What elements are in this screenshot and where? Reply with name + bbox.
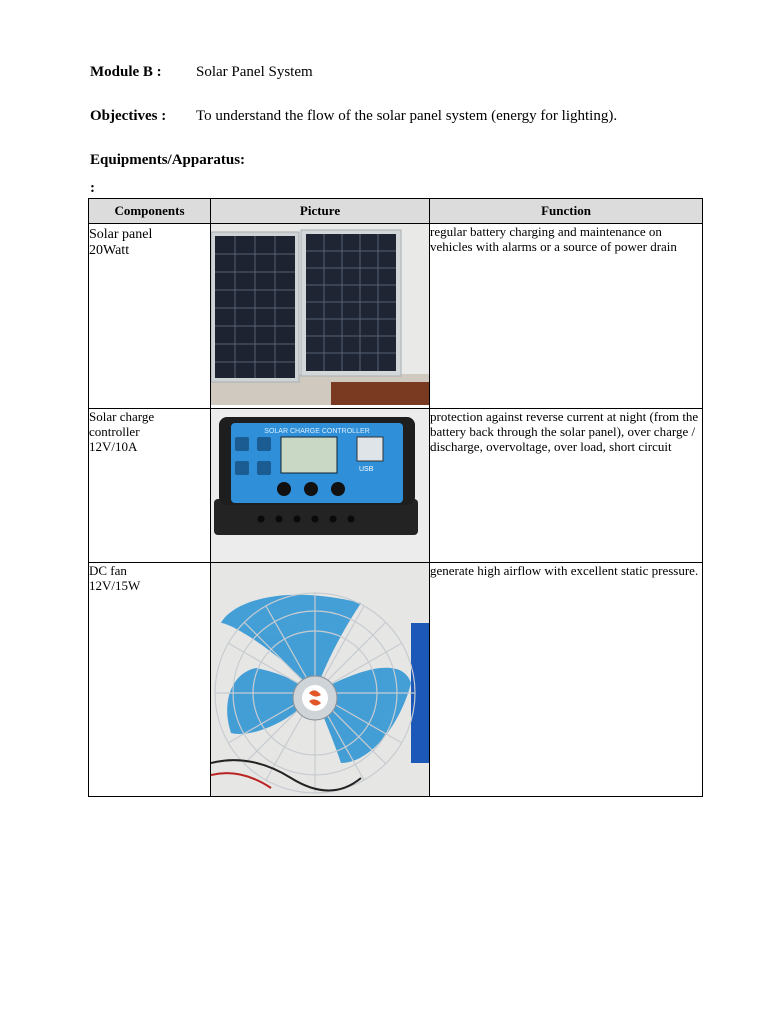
equipment-heading bbox=[90, 152, 390, 172]
column-header-picture: Picture bbox=[211, 199, 430, 224]
table-row bbox=[89, 409, 703, 563]
objectives-line bbox=[90, 108, 730, 128]
controller-banner-text: SOLAR CHARGE CONTROLLER bbox=[264, 428, 370, 435]
component-function: protection against reverse current at night (from the battery back through the solar panel), over charge / discharge, overvoltage, over load, short circuit bbox=[430, 409, 703, 563]
component-name: DC fan 12V/15W bbox=[89, 563, 211, 797]
component-name: Solar charge controller 12V/10A bbox=[89, 409, 211, 563]
component-name: Solar panel 20Watt bbox=[89, 224, 211, 409]
equipment-label: Equipments/Apparatus: bbox=[90, 152, 246, 168]
module-title: Solar Panel System bbox=[196, 64, 313, 80]
table-header-row bbox=[89, 199, 703, 224]
table-row bbox=[89, 563, 703, 797]
solar-panel-photo bbox=[211, 224, 430, 409]
charge-controller-photo bbox=[211, 409, 430, 563]
module-line bbox=[90, 64, 730, 84]
dc-fan-photo bbox=[211, 563, 430, 797]
column-header-components: Components bbox=[89, 199, 211, 224]
table-row bbox=[89, 224, 703, 409]
usb-label: USB bbox=[359, 466, 374, 473]
equipment-table bbox=[88, 198, 703, 797]
component-function: regular battery charging and maintenance on vehicles with alarms or a source of power drain bbox=[430, 224, 703, 409]
objectives-text: To understand the flow of the solar panel system (energy for lighting). bbox=[196, 108, 618, 124]
column-header-function: Function bbox=[430, 199, 703, 224]
equipment-colon: : bbox=[90, 180, 95, 196]
module-label: Module B : bbox=[90, 64, 162, 80]
objectives-label: Objectives : bbox=[90, 108, 167, 124]
component-function: generate high airflow with excellent static pressure. bbox=[430, 563, 703, 797]
